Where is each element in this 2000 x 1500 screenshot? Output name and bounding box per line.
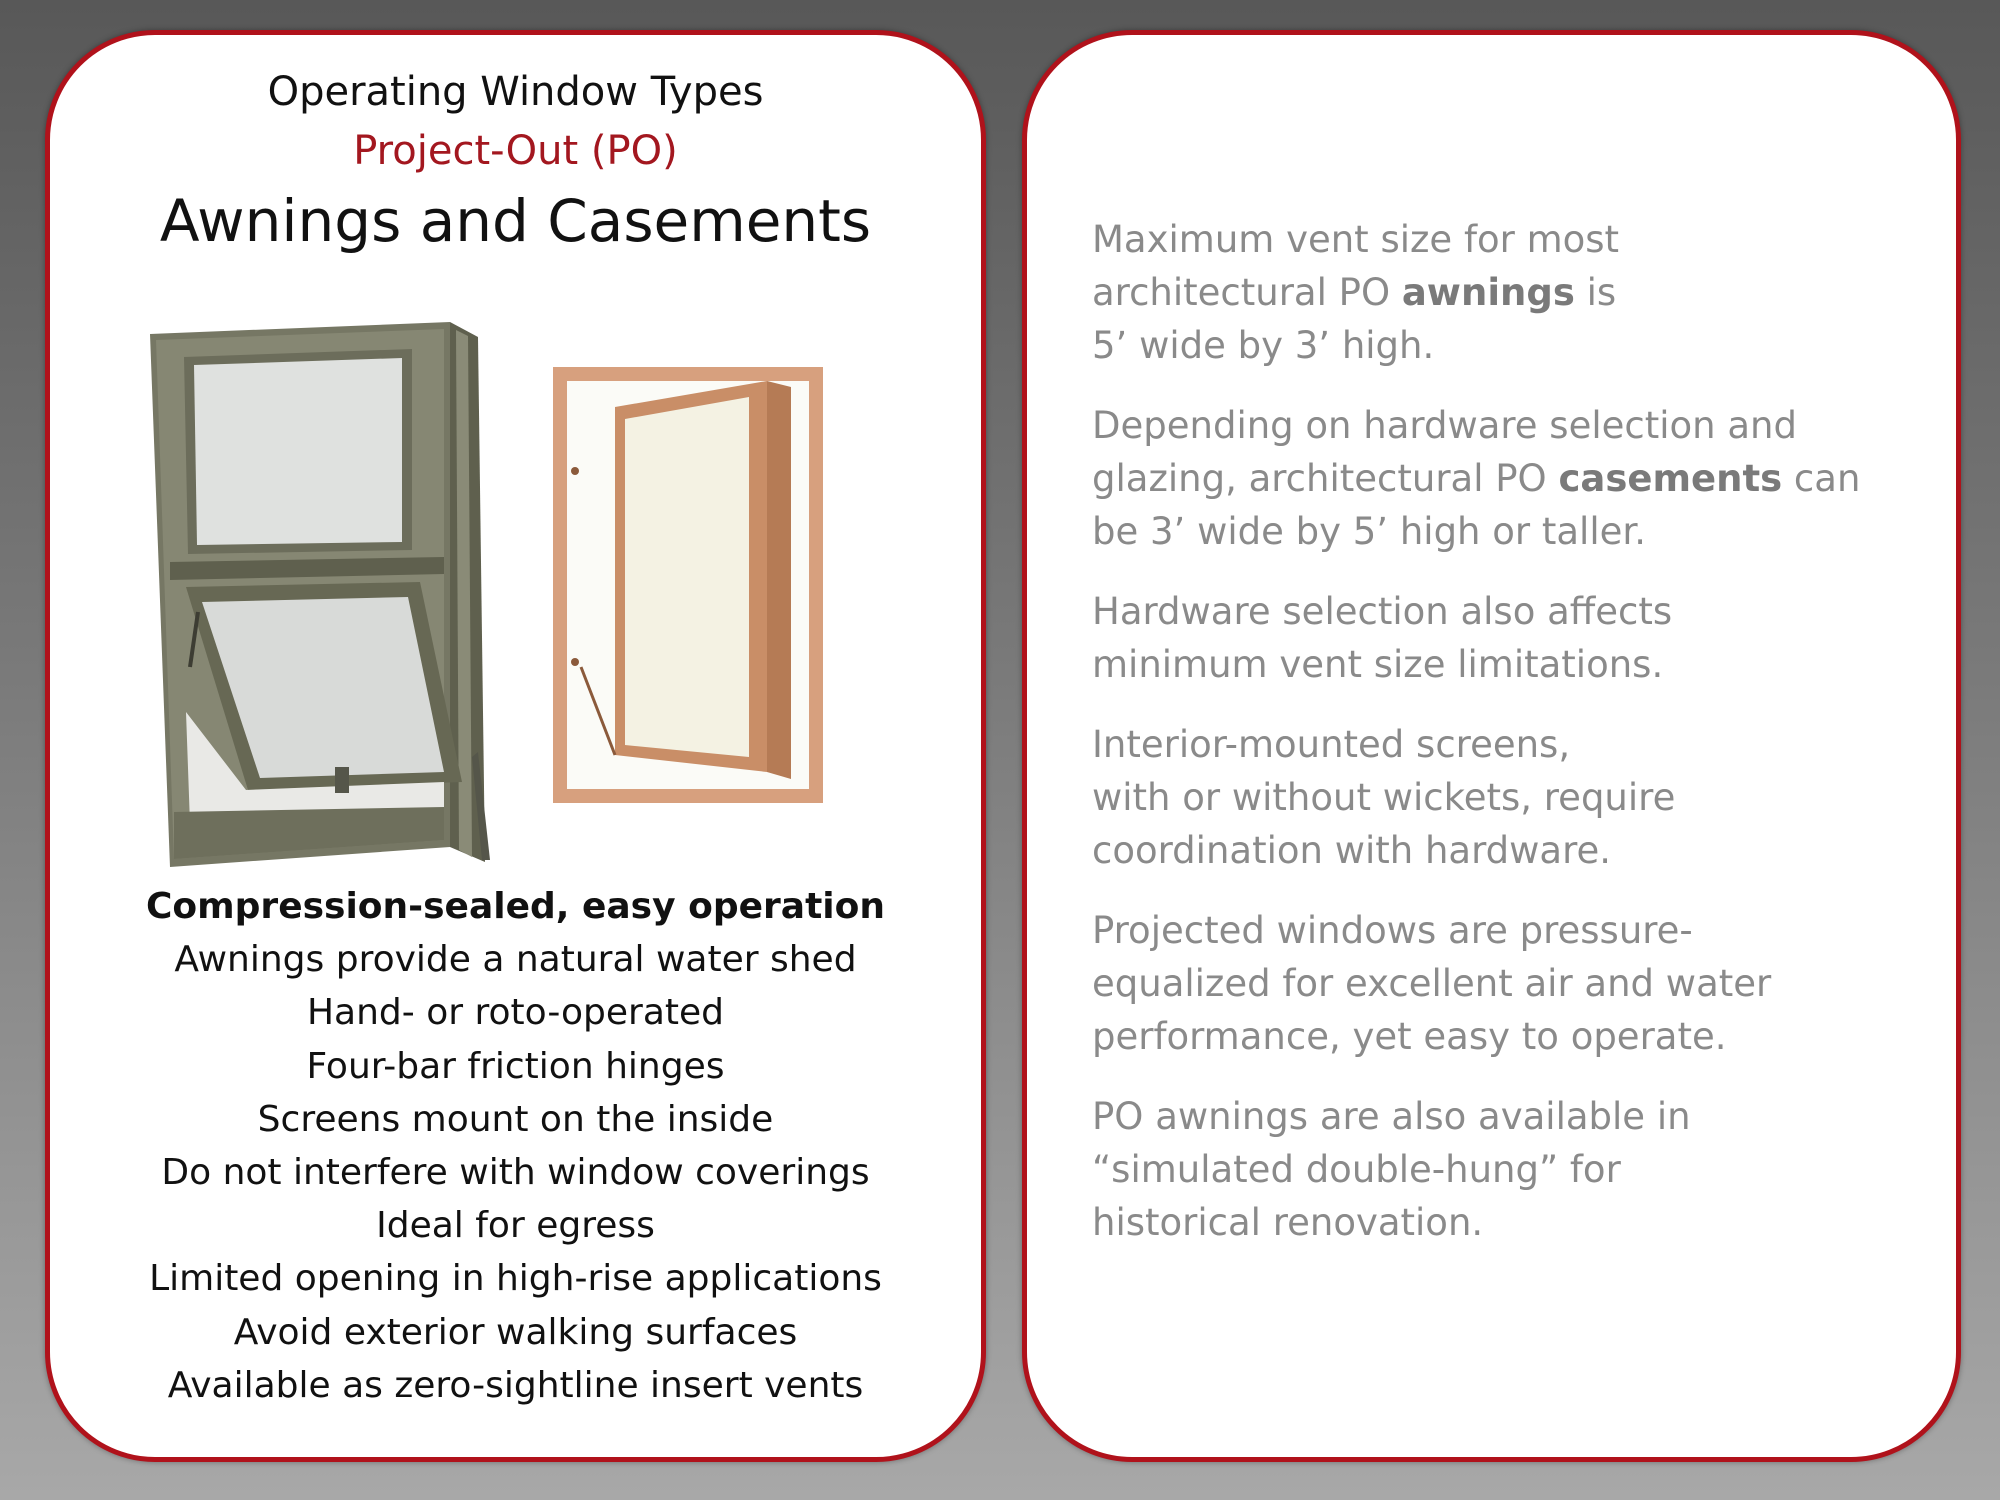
info-paragraph-renovation xyxy=(1092,1090,1942,1249)
info-line: equalized for excellent air and water xyxy=(1092,962,1772,1005)
info-paragraph-casement-size xyxy=(1092,399,1942,558)
info-paragraph-hardware xyxy=(1092,585,1942,691)
awning-window-image xyxy=(150,312,530,872)
info-line: minimum vent size limitations. xyxy=(1092,643,1664,686)
info-line: architectural PO xyxy=(1092,271,1402,314)
feature-item: Ideal for egress xyxy=(376,1205,655,1247)
right-panel xyxy=(1022,30,1961,1462)
left-panel xyxy=(45,30,986,1462)
info-line: glazing, architectural PO xyxy=(1092,457,1559,500)
feature-item: Do not interfere with window coverings xyxy=(161,1152,870,1194)
subtitle-project-out: Project-Out (PO) xyxy=(353,128,678,174)
info-emphasis-awnings: awnings xyxy=(1401,271,1575,314)
feature-item: Limited opening in high-rise applications xyxy=(149,1258,882,1300)
info-line: performance, yet easy to operate. xyxy=(1092,1015,1727,1058)
feature-item: Available as zero-sightline insert vents xyxy=(167,1364,864,1406)
feature-item: Four-bar friction hinges xyxy=(306,1045,725,1087)
info-line: Maximum vent size for most xyxy=(1092,218,1620,261)
info-line: with or without wickets, require xyxy=(1092,776,1676,819)
info-emphasis-casements: casements xyxy=(1558,457,1783,500)
casement-window-image xyxy=(553,367,823,803)
feature-item: Avoid exterior walking surfaces xyxy=(233,1311,798,1353)
info-line: PO awnings are also available in xyxy=(1092,1095,1691,1138)
page-title: Awnings and Casements xyxy=(159,187,872,255)
info-line: Interior-mounted screens, xyxy=(1092,723,1571,766)
info-paragraph-awning-size xyxy=(1092,213,1942,372)
features-heading: Compression-sealed, easy operation xyxy=(146,886,885,927)
info-line: Depending on hardware selection and xyxy=(1092,404,1797,447)
info-line: is xyxy=(1574,271,1617,314)
info-line: can xyxy=(1782,457,1861,500)
info-line: Hardware selection also affects xyxy=(1092,590,1673,633)
info-column xyxy=(1092,213,1942,1276)
info-paragraph-screens xyxy=(1092,718,1942,877)
info-line: historical renovation. xyxy=(1092,1201,1484,1244)
feature-item: Hand- or roto-operated xyxy=(306,992,724,1034)
feature-item: Screens mount on the inside xyxy=(257,1098,774,1140)
info-line: be 3’ wide by 5’ high or taller. xyxy=(1092,510,1646,553)
info-line: “simulated double-hung” for xyxy=(1092,1148,1621,1191)
features-list xyxy=(50,880,981,1412)
info-line: coordination with hardware. xyxy=(1092,829,1611,872)
info-line: 5’ wide by 3’ high. xyxy=(1092,324,1435,367)
info-line: Projected windows are pressure- xyxy=(1092,909,1693,952)
info-paragraph-pressure xyxy=(1092,904,1942,1063)
subtitle-operating-window-types: Operating Window Types xyxy=(267,69,764,115)
feature-item: Awnings provide a natural water shed xyxy=(174,939,857,981)
